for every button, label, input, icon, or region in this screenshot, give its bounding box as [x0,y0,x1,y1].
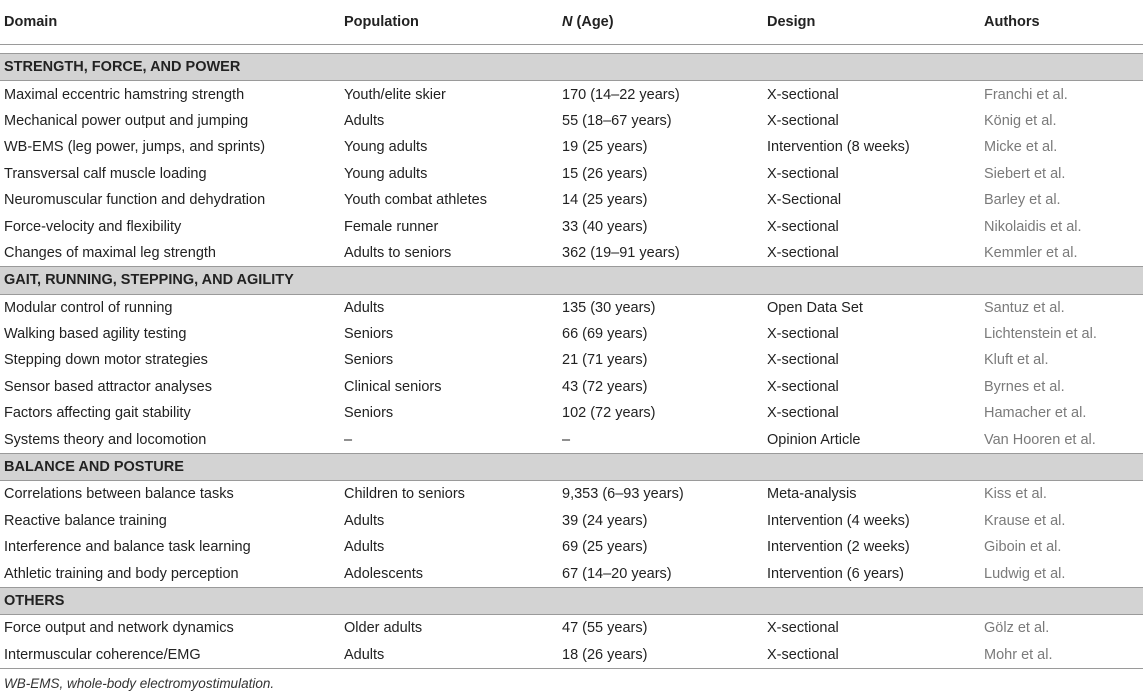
table-row [0,240,1143,267]
cell-population: Adults to seniors [344,244,452,261]
header-design: Design [763,0,980,45]
cell-design: Intervention (6 years) [767,565,905,582]
cell-n: 66 (69 years) [562,326,648,343]
cell-design: Open Data Set [767,299,863,316]
header-age-label: (Age) [572,14,614,30]
cell-authors: Van Hooren et al. [984,431,1096,448]
header-n-symbol: N [562,14,573,30]
cell-population: Young adults [344,165,428,182]
cell-authors: Hamacher et al. [984,405,1087,422]
cell-design: Intervention (2 weeks) [767,539,910,556]
cell-authors: König et al. [984,112,1057,129]
cell-n: 43 (72 years) [562,378,648,395]
cell-n: 15 (26 years) [562,165,648,182]
cell-design: X-sectional [767,620,839,637]
cell-design: X-sectional [767,218,839,235]
cell-domain: Intermuscular coherence/EMG [4,646,201,663]
section-header-row [0,54,1143,81]
cell-authors: Franchi et al. [984,86,1068,103]
cell-authors: Nikolaidis et al. [984,218,1082,235]
cell-population: Seniors [344,352,394,369]
cell-design: X-sectional [767,86,839,103]
cell-authors: Kluft et al. [984,352,1049,369]
table-row [0,161,1143,187]
cell-n: 9,353 (6–93 years) [562,486,684,503]
cell-domain: Interference and balance task learning [4,539,251,556]
section-title: BALANCE AND POSTURE [0,453,1143,480]
header-spacer [0,45,1143,54]
cell-n: – [562,431,571,448]
table-row [0,481,1143,508]
cell-n: 67 (14–20 years) [562,565,672,582]
table-row [0,347,1143,373]
cell-n: 69 (25 years) [562,539,648,556]
cell-population: Adults [344,512,385,529]
cell-design: Meta-analysis [767,486,857,503]
table-row [0,534,1143,560]
cell-authors: Micke et al. [984,139,1058,156]
cell-population: Adults [344,539,385,556]
cell-design: X-sectional [767,378,839,395]
section-header-row [0,267,1143,294]
cell-n: 39 (24 years) [562,512,648,529]
cell-authors: Barley et al. [984,192,1061,209]
cell-population: Adults [344,112,385,129]
table-row [0,321,1143,347]
table-body [0,45,1143,668]
header-row [0,0,1143,45]
cell-domain: Modular control of running [4,299,173,316]
cell-domain: WB-EMS (leg power, jumps, and sprints) [4,139,266,156]
cell-domain: Correlations between balance tasks [4,486,234,503]
header-domain: Domain [0,0,340,45]
cell-domain: Factors affecting gait stability [4,405,191,422]
cell-population: Older adults [344,620,423,637]
cell-design: X-sectional [767,165,839,182]
cell-authors: Gölz et al. [984,620,1050,637]
cell-domain: Changes of maximal leg strength [4,244,216,261]
cell-domain: Walking based agility testing [4,326,187,343]
cell-n: 18 (26 years) [562,646,648,663]
cell-population: Youth combat athletes [344,192,487,209]
cell-domain: Mechanical power output and jumping [4,112,249,129]
header-authors: Authors [980,0,1143,45]
cell-domain: Force-velocity and flexibility [4,218,182,235]
cell-n: 102 (72 years) [562,405,656,422]
cell-authors: Siebert et al. [984,165,1066,182]
cell-population: Adults [344,299,385,316]
cell-domain: Athletic training and body perception [4,565,239,582]
cell-authors: Mohr et al. [984,646,1053,663]
table-row [0,615,1143,642]
cell-domain: Neuromuscular function and dehydration [4,192,266,209]
cell-domain: Force output and network dynamics [4,620,234,637]
cell-domain: Systems theory and locomotion [4,431,207,448]
cell-domain: Reactive balance training [4,512,167,529]
cell-population: – [344,431,353,448]
section-title: GAIT, RUNNING, STEPPING, AND AGILITY [0,267,1143,294]
cell-design: Intervention (8 weeks) [767,139,910,156]
cell-population: Young adults [344,139,428,156]
cell-design: Intervention (4 weeks) [767,512,910,529]
cell-n: 14 (25 years) [562,192,648,209]
cell-domain: Transversal calf muscle loading [4,165,207,182]
cell-authors: Kemmler et al. [984,244,1078,261]
cell-authors: Krause et al. [984,512,1066,529]
table-row [0,426,1143,453]
cell-design: X-Sectional [767,192,842,209]
cell-domain: Sensor based attractor analyses [4,378,212,395]
header-n-age [558,0,763,45]
cell-n: 135 (30 years) [562,299,656,316]
section-title: OTHERS [0,587,1143,614]
cell-population: Adults [344,646,385,663]
cell-authors: Byrnes et al. [984,378,1065,395]
table-row [0,642,1143,668]
table-row [0,400,1143,426]
cell-design: X-sectional [767,405,839,422]
cell-n: 21 (71 years) [562,352,648,369]
table-row [0,508,1143,534]
cell-design: X-sectional [767,646,839,663]
cell-design: X-sectional [767,326,839,343]
cell-design: Opinion Article [767,431,861,448]
table-row [0,294,1143,321]
cell-population: Seniors [344,405,394,422]
cell-population: Youth/elite skier [344,86,446,103]
cell-population: Seniors [344,326,394,343]
cell-n: 170 (14–22 years) [562,86,680,103]
cell-authors: Kiss et al. [984,486,1047,503]
cell-population: Adolescents [344,565,423,582]
cell-n: 33 (40 years) [562,218,648,235]
cell-n: 55 (18–67 years) [562,112,672,129]
cell-n: 47 (55 years) [562,620,648,637]
cell-design: X-sectional [767,352,839,369]
header-population: Population [340,0,558,45]
cell-authors: Santuz et al. [984,299,1065,316]
cell-n: 19 (25 years) [562,139,648,156]
footnote: WB-EMS, whole-body electromyostimulation. [4,676,275,691]
table-row [0,134,1143,160]
table-row [0,108,1143,134]
cell-population: Clinical seniors [344,378,442,395]
cell-n: 362 (19–91 years) [562,244,680,261]
table-row [0,560,1143,587]
cell-domain: Maximal eccentric hamstring strength [4,86,245,103]
table-row [0,81,1143,108]
cell-population: Female runner [344,218,439,235]
cell-design: X-sectional [767,244,839,261]
cell-authors: Lichtenstein et al. [984,326,1097,343]
table-row [0,374,1143,400]
cell-authors: Giboin et al. [984,539,1062,556]
footnote-divider [0,668,1143,669]
table-row [0,213,1143,239]
cell-design: X-sectional [767,112,839,129]
section-header-row [0,453,1143,480]
cell-population: Children to seniors [344,486,465,503]
section-title: STRENGTH, FORCE, AND POWER [0,54,1143,81]
cell-authors: Ludwig et al. [984,565,1066,582]
table-row [0,187,1143,213]
cell-domain: Stepping down motor strategies [4,352,208,369]
section-header-row [0,587,1143,614]
